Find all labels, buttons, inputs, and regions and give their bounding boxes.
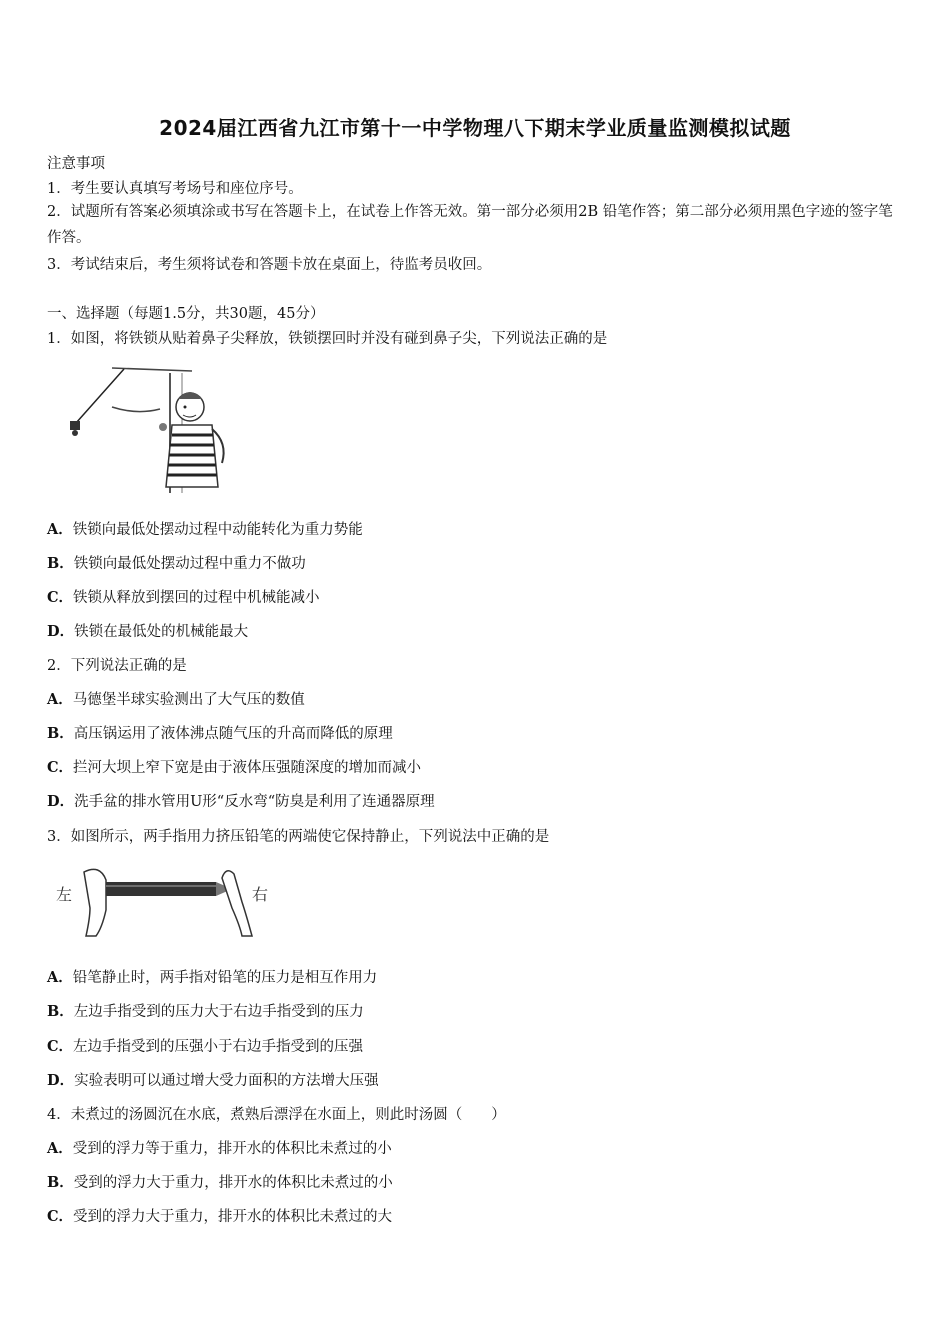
option-key: A． <box>47 969 73 986</box>
option-text: 马德堡半球实验测出了大气压的数值 <box>72 692 305 708</box>
option-key: C． <box>47 759 74 776</box>
option-key: A． <box>47 691 73 708</box>
figure-label-right: 右 <box>252 885 269 904</box>
option-text: 铁锁向最低处摆动过程中动能转化为重力势能 <box>72 522 363 538</box>
section-heading: 一、选择题（每题1.5分，共30题，45分） <box>47 306 325 322</box>
option-key: C． <box>47 589 74 606</box>
question-2-option-c <box>47 756 421 777</box>
option-text: 受到的浮力大于重力，排开水的体积比未煮过的小 <box>73 1175 393 1191</box>
page-title: 2024届江西省九江市第十一中学物理八下期末学业质量监测模拟试题 <box>159 116 791 140</box>
option-text: 受到的浮力等于重力，排开水的体积比未煮过的小 <box>72 1141 392 1157</box>
question-2-stem: 2．下列说法正确的是 <box>47 658 187 674</box>
pencil-fingers-figure <box>56 862 276 940</box>
option-text: 左边手指受到的压强小于右边手指受到的压强 <box>73 1039 364 1055</box>
question-1-stem: 1．如图，将铁锁从贴着鼻子尖释放，铁锁摆回时并没有碰到鼻子尖，下列说法正确的是 <box>47 331 608 347</box>
option-key: B． <box>47 555 74 572</box>
option-text: 高压锅运用了液体沸点随气压的升高而降低的原理 <box>73 726 393 742</box>
notice-item-2: 2．试题所有答案必须填涂或书写在答题卡上，在试卷上作答无效。第一部分必须用2B 铅笔作答；第二部分必须用黑色字迹的签字笔作答。 <box>47 204 893 246</box>
question-3-stem: 3．如图所示，两手指用力挤压铅笔的两端使它保持静止，下列说法中正确的是 <box>47 829 550 845</box>
option-key: B． <box>47 1174 74 1191</box>
option-text: 铁锁向最低处摆动过程中重力不做功 <box>73 556 306 572</box>
option-key: D． <box>47 793 75 810</box>
option-key: B． <box>47 725 74 742</box>
notice-heading: 注意事项 <box>47 156 105 172</box>
option-text: 铅笔静止时，两手指对铅笔的压力是相互作用力 <box>72 970 378 986</box>
question-1-option-b <box>47 552 306 573</box>
option-text: 铁锁从释放到摆回的过程中机械能减小 <box>73 590 320 606</box>
question-2-option-a <box>47 688 305 709</box>
question-1-option-c <box>47 586 320 607</box>
option-text: 拦河大坝上窄下宽是由于液体压强随深度的增加而减小 <box>73 760 422 776</box>
question-1-option-d <box>47 620 248 641</box>
option-key: B． <box>47 1003 74 1020</box>
question-3-option-b <box>47 1000 364 1021</box>
option-text: 铁锁在最低处的机械能最大 <box>74 624 249 640</box>
option-text: 受到的浮力大于重力，排开水的体积比未煮过的大 <box>73 1209 393 1225</box>
option-key: D． <box>47 1072 75 1089</box>
question-4-option-a <box>47 1137 392 1158</box>
option-key: C． <box>47 1208 74 1225</box>
notice-item-3: 3．考试结束后，考生须将试卷和答题卡放在桌面上，待监考员收回。 <box>47 257 492 273</box>
question-4-option-b <box>47 1171 393 1192</box>
option-key: A． <box>47 521 73 538</box>
question-1-option-a <box>47 518 363 539</box>
question-3-option-a <box>47 966 377 987</box>
question-2-option-b <box>47 722 393 743</box>
option-text: 实验表明可以通过增大受力面积的方法增大压强 <box>74 1073 379 1089</box>
question-4-option-c <box>47 1205 392 1226</box>
option-key: D． <box>47 623 75 640</box>
notice-item-1: 1．考生要认真填写考场号和座位序号。 <box>47 181 303 197</box>
question-3-option-d <box>47 1069 379 1090</box>
option-key: A． <box>47 1140 73 1157</box>
question-2-option-d <box>47 790 435 811</box>
question-3-option-c <box>47 1035 363 1056</box>
option-text: 洗手盆的排水管用U形“反水弯“防臭是利用了连通器原理 <box>74 794 435 810</box>
pendulum-nose-figure <box>62 365 242 493</box>
figure-label-left: 左 <box>56 885 73 904</box>
option-key: C． <box>47 1038 74 1055</box>
option-text: 左边手指受到的压力大于右边手指受到的压力 <box>73 1004 364 1020</box>
question-4-stem: 4．未煮过的汤圆沉在水底，煮熟后漂浮在水面上，则此时汤圆（ ） <box>47 1107 506 1123</box>
